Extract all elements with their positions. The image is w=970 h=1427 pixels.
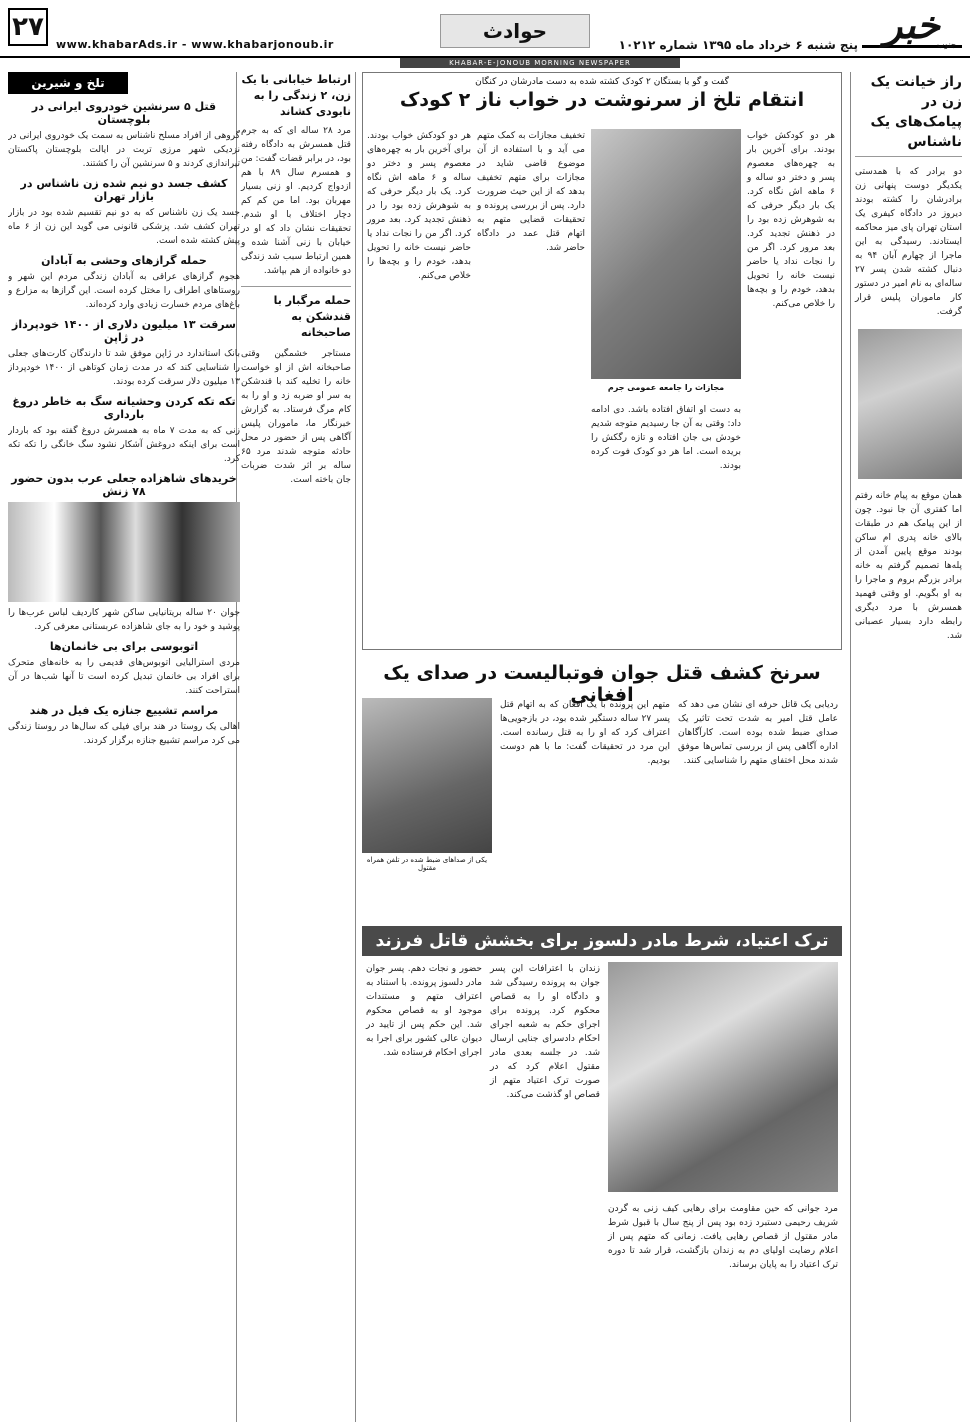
- article-body: مرد ۲۸ ساله ای که به جرم قتل همسرش به دادگاه رفته بود، در برابر قضات گفت: من و همسرم سال ۸۹ با هم ازدواج کردیم. او زنی بسیار مهربان بود. اما من کم کم دچار اختلاف با او شدم. تحقیقات نشان داد که او در خیابان با زنی آشنا شده و همین ارتباط سبب شد زندگی دو خانواده از هم بپاشد.: [241, 126, 351, 276]
- article-body-continued: همان موقع به پیام خانه رفتم اما کفتری آن جا نبود. چون از این پیامک هم در طبقات بالای خانه پدری ام ساکن بودند موقع پایین آمدن از پله‌ها تصمیم گرفتم به خانه برادر بزرگم بروم و ماجرا را به او بگویم. او وقتی فهمید همسرش با مرد دیگری رابطه دارد بسیار عصبانی شد.: [855, 491, 962, 641]
- section-banner: تلخ و شیرین: [8, 72, 128, 94]
- main-column: [362, 72, 842, 1422]
- article-photo: [858, 329, 962, 479]
- site-url[interactable]: www.khabarAds.ir - www.khabarjonoub.ir: [56, 38, 334, 51]
- news-body: گروهی از افراد مسلح ناشناس به سمت یک خودروی ایرانی در نزدیکی شهر مرزی تربت در ایالت بلوچستان پاکستان تیراندازی کردند و ۵ سرنشین آن را کشتند.: [8, 131, 240, 169]
- news-title: حمله گرازهای وحشی به آبادان: [41, 254, 207, 267]
- section-title: حوادث: [440, 14, 590, 48]
- logo-subtitle: جنوب: [936, 40, 956, 49]
- news-item: [8, 395, 240, 466]
- news-body: بانک استاندارد در ژاپن موفق شد تا دارندگان کارت‌های جعلی را شناسایی کند که در مدت زمان کوتاهی از ۱۴۰۰ خودپرداز ۱۳ میلیون دلار سرقت کرده بودند.: [8, 349, 240, 387]
- article-text-col-1: مرد جوانی که حین مقاومت برای رهایی کیف زنی به گردن شریف رحیمی دستبرد زده بود پس از پنج سال با قبول شرط مادر مقتول از قصاص رهایی یافت. زمانی که متهم پس از اعلام رضایت اولیای دم به زندان بازگشت، قرار شد تا دوره ترک اعتیاد را به پایان برساند.: [608, 1204, 838, 1270]
- english-name-strip: KHABAR-E-JONOUB MORNING NEWSPAPER: [400, 58, 680, 68]
- page-number: ۲۷: [8, 8, 48, 46]
- news-title: مراسم تشییع جنازه یک فیل در هند: [29, 704, 219, 717]
- child-photo: [591, 129, 741, 379]
- news-item: [8, 640, 240, 698]
- news-title: تکه تکه کردن وحشیانه سگ به خاطر دروغ بارداری: [12, 395, 236, 421]
- article-title: راز خیانت یک زن در پیامک‌های یک ناشناس: [855, 72, 962, 157]
- footballer-photo: [362, 698, 492, 853]
- news-title: قتل ۵ سرنشین خودروی ایرانی در بلوچستان: [31, 100, 217, 126]
- news-body: جسد یک زن ناشناس که به دو نیم تقسیم شده بود در بازار تهران کشف شد. پزشکی قانونی می گوید این زن از ۶ ماه پیش کشته شده است.: [8, 208, 240, 246]
- news-body: اهالی یک روستا در هند برای فیلی که سال‌ها در روستا زندگی می کرد مراسم تشییع جنازه برگزار کردند.: [8, 722, 240, 746]
- photo-caption: یکی از صداهای ضبط شده در تلفن همراه مقتول: [366, 856, 488, 872]
- right-column: [850, 72, 962, 1422]
- news-title: سرقت ۱۳ میلیون دلاری از ۱۴۰۰ خودپرداز در ژاپن: [12, 318, 236, 344]
- news-title: خریدهای شاهزاده جعلی عرب بدون حضور ۷۸ زنش: [11, 472, 237, 498]
- article-text-col-2: متهم این پرونده با یک افغان که به اتهام قتل پسر ۲۷ ساله دستگیر شده بود، در بازجویی‌ها اعتراف کرد که او را به قتل رسانده است. این مرد در تحقیقات گفت: ما با هم دوست بودیم.: [500, 700, 670, 766]
- article-title: ارتباط خیابانی با یک زن، ۲ زندگی را به نابودی کشاند: [241, 73, 351, 118]
- article-text-col-4: هر دو کودکش خواب بودند. برای آخرین بار به چهره‌های معصوم پسر و دختر دو ساله و ۶ ماهه اش نگاه کرد. یک بار دیگر حرفی که به شوهرش زده بود را در ذهنش تجدید کرد. بعد مرور کرد. اگر من را نجات نداد یا حاضر نیست خانه را تحویل بدهد، خودم را و بچه‌ها را خلاص می‌کنم.: [367, 131, 472, 281]
- news-body: هجوم گرازهای عراقی به آبادان زندگی مردم این شهر و روستاهای اطراف را مختل کرده است. این گرازها به مزارع و باغ‌های مردم خسارت زیادی وارد کرده‌اند.: [8, 272, 240, 310]
- article-text-col-1: هر دو کودکش خواب بودند. برای آخرین بار به چهره‌های معصوم پسر و دختر دو ساله و ۶ ماهه اش نگاه کرد. یک بار دیگر حرفی که به شوهرش زده بود را در ذهنش تجدید کرد. بعد مرور کرد. اگر من را نجات نداد یا حاضر نیست خانه را تحویل بدهد، خودم را و بچه‌ها را خلاص می‌کنم.: [747, 131, 835, 309]
- article-headline: انتقام تلخ از سرنوشت در خواب ناز ۲ کودک: [399, 89, 805, 111]
- news-title: اتوبوسی برای بی خانمان‌ها: [49, 640, 199, 653]
- news-item: [8, 254, 240, 312]
- news-body: جوان ۲۰ ساله بریتانیایی ساکن شهر کاردیف لباس عرب‌ها را پوشید و خود را به جای شاهزاده عربستانی معرفی کرد.: [8, 608, 240, 632]
- article-text-col-2: زندان با اعترافات این پسر جوان به پرونده رسیدگی شد و دادگاه او را به قصاص محکوم کرد. پرونده برای اجرای حکم به شعبه اجرای احکام دادسرای جنایی ارسال شد. در جلسه بعدی مادر مقتول اعلام کرد که در صورت ترک اعتیاد متهم از قصاص او گذشت می‌کند.: [490, 964, 600, 1100]
- issue-date: پنج شنبه ۶ خرداد ماه ۱۳۹۵ شماره ۱۰۲۱۲: [618, 38, 858, 52]
- article-kicker: گفت و گو با بستگان ۲ کودک کشته شده به دست مادرشان در کنگان: [475, 77, 729, 87]
- article-text-col-3: حضور و نجات دهم. پسر جوان مادر دلسوز پرونده. با استناد به اعتراف متهم و مستندات موجود او به قصاص محکوم شد. این حکم پس از تایید در دیوان عالی کشور برای اجرا به اجرای احکام فرستاده شد.: [366, 964, 482, 1058]
- third-article: [362, 926, 842, 1422]
- article-text-col-2: به دست او اتفاق افتاده باشد. دی ادامه داد: وقتی به آن جا رسیدیم متوجه شدیم خودش بی جان افتاده و تازه رگکش را بریده است. اما هر دو کودک فوت کرده بودند.: [591, 405, 741, 471]
- news-item: [8, 100, 240, 171]
- article-headline: سرنخ کشف قتل جوان فوتبالیست در صدای یک افغانی: [383, 662, 821, 706]
- news-body: مردی استرالیایی اتوبوس‌های قدیمی را به خانه‌های متحرک برای افراد بی خانمان تبدیل کرده است تا آنها شب‌ها در آن استراحت کنند.: [8, 658, 240, 696]
- second-article: [362, 658, 842, 920]
- article-body: دو برادر که با همدستی یکدیگر دوست پنهانی زن برادرشان را کشته بودند دیروز در دادگاه کیفری یک استان تهران پای میز محاکمه ایستادند. رسیدگی به این ماجرا از چهارم آبان ۹۴ به دنبال کشته شدن پسر ۲۷ ساله‌ای به نام امیر در دستور کار ماموران پلیس قرار گرفت.: [855, 167, 962, 317]
- left-column: [8, 72, 240, 1422]
- news-item: [8, 177, 240, 248]
- article-body-2: مستاجر خشمگین وقتی صاحبخانه اش از او خواست خانه را تخلیه کند با قندشکن به سر او ضربه زد و او را به کام مرگ فرستاد. به گزارش خبرنگار ما، ماموران پلیس آگاهی پس از حضور در محل حادثه متوجه شدند مرد ۶۵ ساله بر اثر شدت ضربات جان باخته است.: [241, 349, 351, 485]
- article-headline: ترک اعتیاد، شرط مادر دلسوز برای بخشش قاتل فرزند: [362, 926, 842, 956]
- article-text-col-1: ردیابی یک قاتل حرفه ای نشان می دهد که عامل قتل امیر به شدت تحت تاثیر یک صدای ضبط شده بوده است. کارآگاهان اداره آگاهی پس از بررسی تماس‌ها موفق شدند محل اختفای متهم را شناسایی کنند.: [678, 700, 838, 766]
- news-photo: [8, 502, 240, 602]
- photo-caption: مجازات را جامعه عمومی جرم: [607, 383, 725, 392]
- news-item: [8, 704, 240, 748]
- news-item: [8, 318, 240, 389]
- masthead: [0, 0, 970, 58]
- newspaper-logo: خبر: [862, 4, 962, 48]
- news-title: کشف جسد دو نیم شده زن ناشناس در بازار تهران: [20, 177, 228, 203]
- news-item: [8, 472, 240, 634]
- article-title-2: حمله مرگبار با قندشکن به صاحبخانه: [241, 286, 351, 341]
- article-text-col-3: تخفیف مجازات به کمک متهم می آید و با استفاده از آن موضوع قاضی شاید در مجازات برای متهم تخفیف بدهد که از این حیث ضرورت دارد. پس از بررسی پرونده و تحقیقات قضایی متهم به اتهام قتل عمد در دادگاه حاضر شد.: [477, 131, 585, 253]
- middle-column: [236, 72, 356, 1422]
- courtroom-photo: [608, 962, 838, 1192]
- news-body: زنی که به مدت ۷ ماه به همسرش دروغ گفته بود که باردار است برای اینکه دروغش آشکار نشود سگ خانگی را تکه تکه کرد.: [8, 426, 240, 464]
- lead-article: [362, 72, 842, 650]
